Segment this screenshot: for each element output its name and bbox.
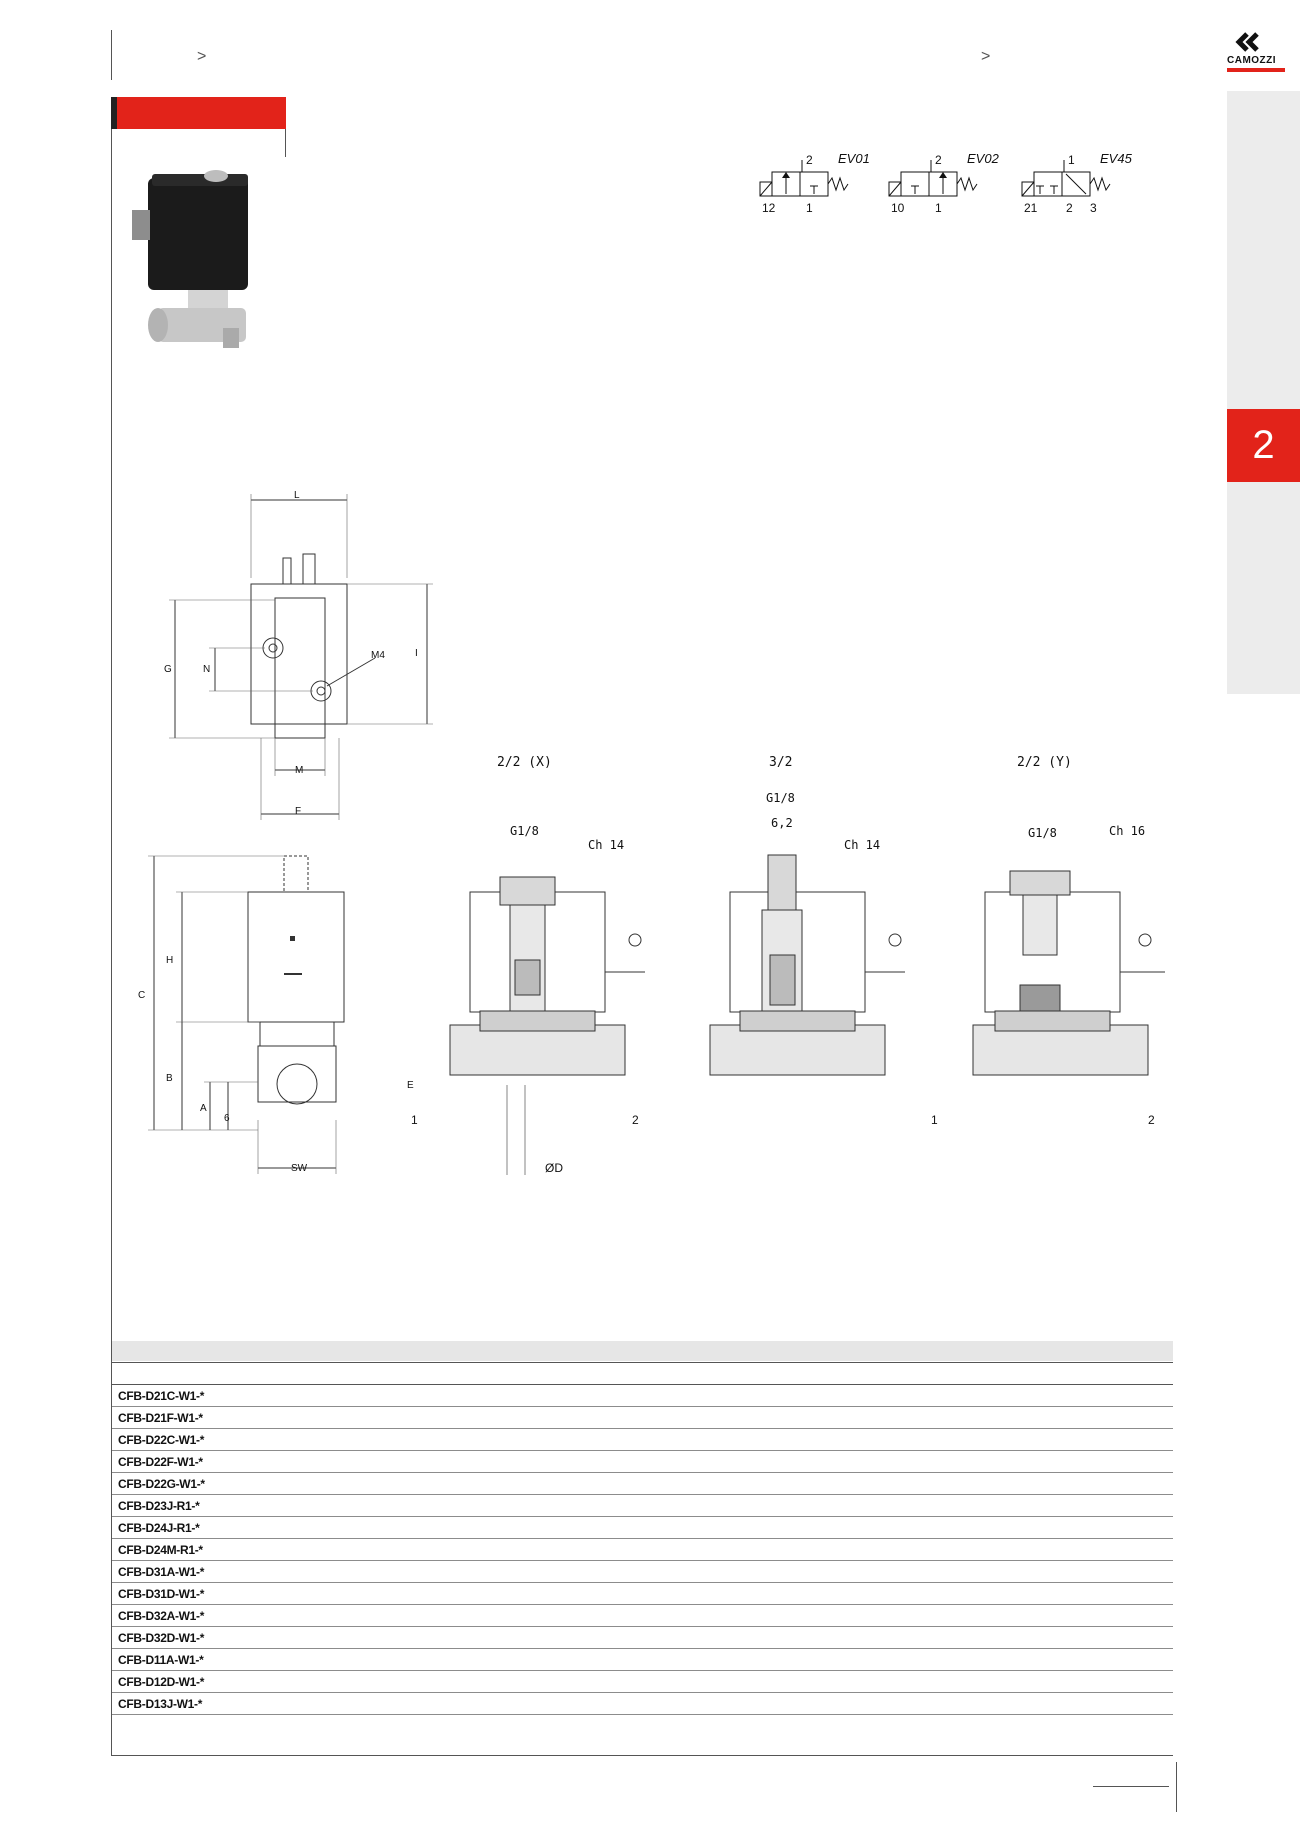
model-code: CFB-D32A-W1-* (118, 1609, 205, 1623)
dim-H: H (166, 955, 174, 966)
dim-F: F (295, 806, 302, 817)
title-bar (111, 97, 286, 129)
breadcrumb-separator-left: > (197, 48, 207, 65)
section-wrench: Ch 14 (844, 838, 881, 852)
dim-6: 6 (224, 1113, 230, 1124)
table-row (112, 1473, 1173, 1495)
ev02-port-10: 10 (891, 201, 905, 215)
section-thread: G1/8 (510, 824, 539, 838)
table-row (112, 1649, 1173, 1671)
symbol-ev01 (758, 150, 878, 220)
ev01-port-1: 1 (806, 201, 813, 215)
dim-N: N (203, 664, 211, 675)
model-code: CFB-D24J-R1-* (118, 1521, 200, 1535)
sidebar-tab-upper[interactable] (1227, 91, 1300, 409)
table-row (112, 1495, 1173, 1517)
sidebar-tab-active[interactable] (1227, 409, 1300, 482)
model-code: CFB-D31A-W1-* (118, 1565, 205, 1579)
ev01-label: EV01 (838, 151, 870, 166)
section-number: 2 (1252, 423, 1275, 467)
dim-G: G (164, 664, 172, 675)
footer-bottom-line (111, 1755, 1173, 1756)
footer-page-vline (1176, 1762, 1177, 1812)
table-row (112, 1539, 1173, 1561)
model-code: CFB-D21F-W1-* (118, 1411, 203, 1425)
section-2-2-x (395, 755, 655, 1185)
section-title: 2/2 (X) (497, 755, 552, 770)
table-row (112, 1451, 1173, 1473)
model-code: CFB-D22C-W1-* (118, 1433, 205, 1447)
section-wrench: Ch 14 (588, 838, 625, 852)
table-row (112, 1671, 1173, 1693)
port-right: 2 (632, 1113, 639, 1127)
ev45-label: EV45 (1100, 151, 1132, 166)
model-code: CFB-D22G-W1-* (118, 1477, 205, 1491)
model-code: CFB-D12D-W1-* (118, 1675, 205, 1689)
section-thread: G1/8 (1028, 826, 1057, 840)
ev02-port-1: 1 (935, 201, 942, 215)
dim-D: ØD (545, 1161, 563, 1175)
model-code: CFB-D11A-W1-* (118, 1653, 204, 1667)
dim-C: C (138, 990, 146, 1001)
model-code: CFB-D23J-R1-* (118, 1499, 200, 1513)
section-thread: G1/8 (766, 791, 795, 805)
table-row (112, 1583, 1173, 1605)
ev02-port-2: 2 (935, 153, 942, 167)
model-code: CFB-D21C-W1-* (118, 1389, 205, 1403)
camozzi-logo-mark (1227, 30, 1285, 74)
section-title: 2/2 (Y) (1017, 755, 1072, 770)
ev02-label: EV02 (967, 151, 999, 166)
table-row (112, 1407, 1173, 1429)
table-row (112, 1693, 1173, 1715)
dim-A: A (200, 1103, 207, 1114)
sidebar-tab-lower[interactable] (1227, 482, 1300, 694)
title-bar-dark-edge (111, 97, 117, 129)
camozzi-logo (1227, 30, 1285, 74)
table-row (112, 1517, 1173, 1539)
model-code: CFB-D13J-W1-* (118, 1697, 203, 1711)
ev45-port-1: 1 (1068, 153, 1075, 167)
left-margin-line (111, 30, 112, 80)
dim-M4: M4 (371, 650, 385, 661)
ev01-port-12: 12 (762, 201, 776, 215)
model-code: CFB-D22F-W1-* (118, 1455, 203, 1469)
side-view-drawing (140, 850, 370, 1185)
ev45-port-2b: 2 (1066, 201, 1073, 215)
table-row (112, 1385, 1173, 1407)
product-photo (128, 168, 288, 353)
brand-name: CAMOZZI (1227, 55, 1277, 66)
models-table (112, 1385, 1173, 1711)
model-code: CFB-D24M-R1-* (118, 1543, 203, 1557)
dim-SW: SW (291, 1163, 308, 1174)
dim-M: M (295, 765, 304, 776)
ev45-port-3: 3 (1090, 201, 1097, 215)
table-subheader-line (112, 1362, 1173, 1363)
section-3-2 (700, 755, 920, 1135)
symbol-ev02 (887, 150, 1007, 220)
symbol-ev45 (1020, 150, 1140, 220)
title-block-right-line (285, 129, 286, 157)
dim-B: B (166, 1073, 173, 1084)
section-title: 3/2 (769, 755, 793, 770)
port-left: 1 (931, 1113, 938, 1127)
table-row (112, 1429, 1173, 1451)
table-header (112, 1341, 1173, 1361)
table-row (112, 1561, 1173, 1583)
dim-E: E (407, 1080, 414, 1091)
dim-L: L (294, 490, 300, 501)
model-code: CFB-D31D-W1-* (118, 1587, 205, 1601)
port-right: 2 (1148, 1113, 1155, 1127)
model-code: CFB-D32D-W1-* (118, 1631, 205, 1645)
table-row (112, 1605, 1173, 1627)
dim-I: I (415, 648, 418, 659)
section-2-2-y (925, 755, 1175, 1135)
section-wrench: Ch 16 (1109, 824, 1146, 838)
port-left: 1 (411, 1113, 418, 1127)
table-row (112, 1627, 1173, 1649)
breadcrumb-separator-right: > (981, 48, 991, 65)
ev45-port-21: 21 (1024, 201, 1038, 215)
footer-page-line (1093, 1786, 1169, 1787)
ev01-port-2: 2 (806, 153, 813, 167)
section-inner: 6,2 (771, 816, 793, 830)
